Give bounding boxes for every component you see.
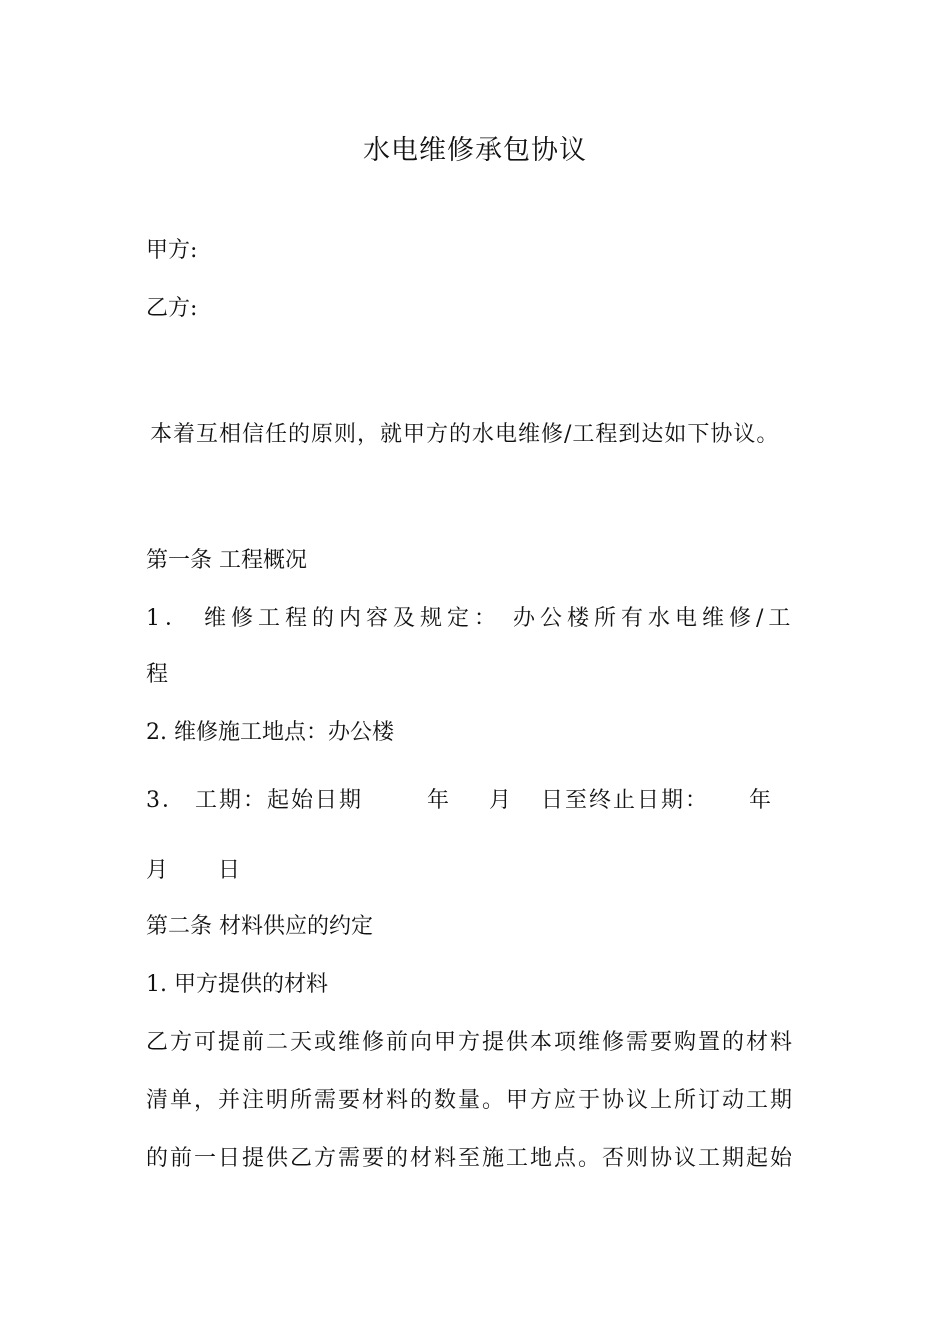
intro-paragraph: 本着互相信任的原则，就甲方的水电维修/工程到达如下协议。: [150, 422, 780, 447]
article1-item1-line1: 1． 维修工程的内容及规定： 办公楼所有水电维修/工: [146, 606, 796, 631]
article2-para-line3: 的前一日提供乙方需要的材料至施工地点。否则协议工期起始: [146, 1146, 795, 1171]
item3-day2: 日: [218, 858, 241, 883]
item3-year2: 年: [749, 788, 774, 813]
article1-item3-line2: [146, 856, 240, 886]
item3-day1-to: 日至终止日期：: [541, 788, 710, 813]
article2-para-line2: 清单，并注明所需要材料的数量。甲方应于协议上所订动工期: [146, 1088, 795, 1113]
item3-prefix: 3． 工期：起始日期: [146, 788, 363, 813]
article1-item1-line2: 程: [146, 662, 169, 687]
article2-para-line1: 乙方可提前二天或维修前向甲方提供本项维修需要购置的材料: [146, 1030, 795, 1055]
article1-heading: 第一条 工程概况: [146, 548, 307, 573]
party-b-label: 乙方:: [146, 296, 198, 321]
article1-item3-line1: [146, 786, 773, 816]
item3-year1: 年: [427, 788, 452, 813]
item3-month2: 月: [146, 858, 169, 883]
article1-item2: 2. 维修施工地点：办公楼: [146, 720, 394, 745]
item3-month1: 月: [489, 788, 514, 813]
document-title: 水电维修承包协议: [363, 135, 587, 166]
party-a-label: 甲方:: [146, 238, 198, 263]
article2-item1: 1. 甲方提供的材料: [146, 972, 328, 997]
article2-heading: 第二条 材料供应的约定: [146, 914, 373, 939]
